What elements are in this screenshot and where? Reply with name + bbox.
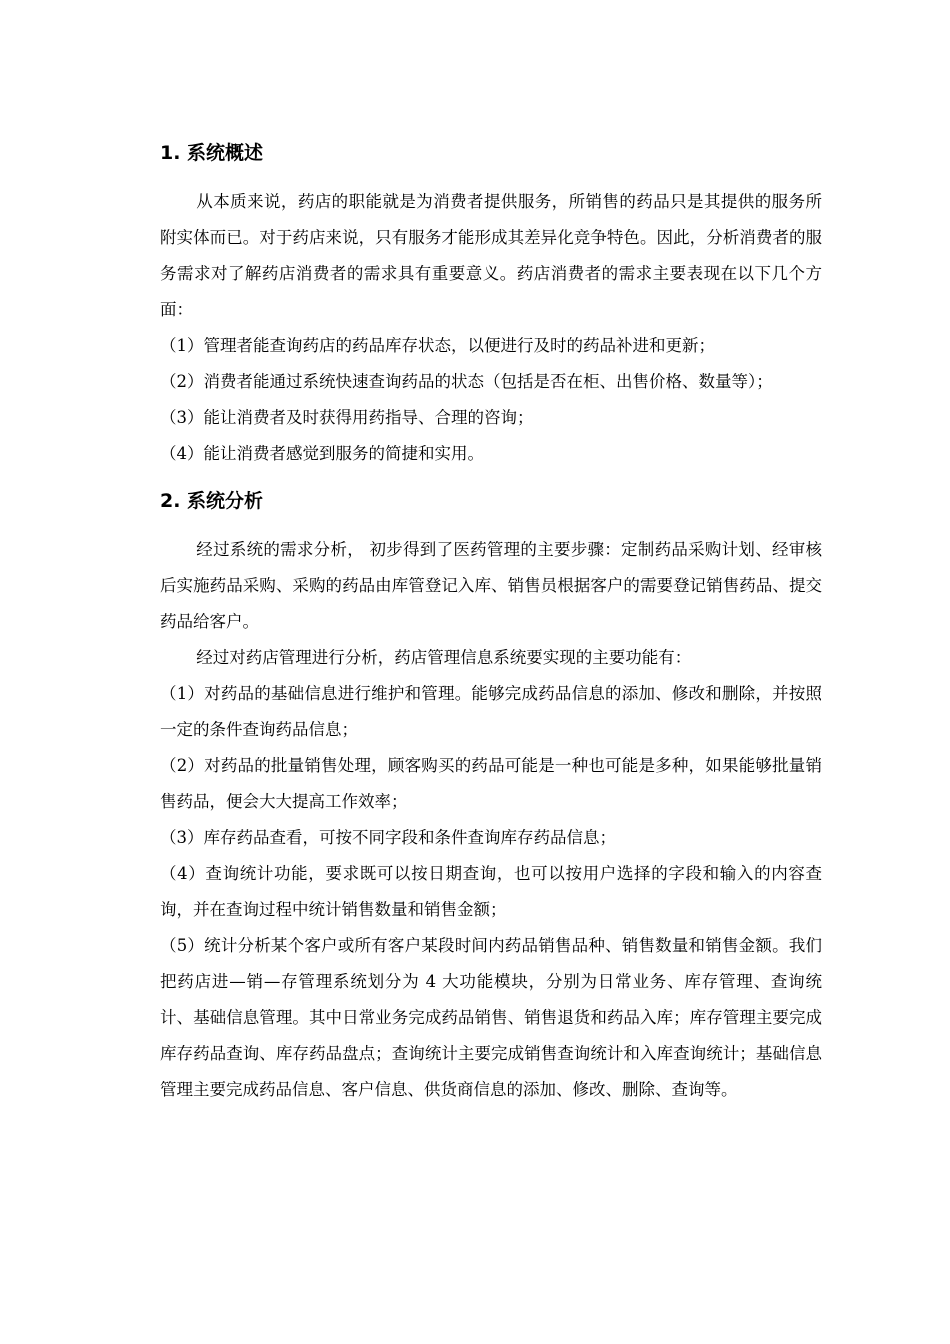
analysis-list-item-3: （3）库存药品查看，可按不同字段和条件查询库存药品信息； [160, 828, 616, 847]
overview-intro-paragraph: 从本质来说，药店的职能就是为消费者提供服务，所销售的药品只是其提供的服务所附实体而已。对于药店来说，只有服务才能形成其差异化竞争特色。因此，分析消费者的服务需求对了解药店消费者的需求具有重要意义。药店消费者的需求主要表现在以下几个方面： [160, 192, 822, 319]
analysis-list-item-5: （5）统计分析某个客户或所有客户某段时间内药品销售品种、销售数量和销售金额。我们把药店进—销—存管理系统划分为 4 大功能模块，分别为日常业务、库存管理、查询统计、基础信息管理。其中日常业务完成药品销售、销售退货和药品入库；库存管理主要完成库存药品查询、库存药品盘点；查询统计主要完成销售查询统计和入库查询统计；基础信息管理主要完成药品信息、客户信息、供货商信息的添加、修改、删除、查询等。 [160, 936, 822, 1099]
document-body [160, 130, 822, 1108]
analysis-list-item-1: （1）对药品的基础信息进行维护和管理。能够完成药品信息的添加、修改和删除，并按照一定的条件查询药品信息； [160, 684, 822, 739]
overview-list-item-4: （4）能让消费者感觉到服务的简捷和实用。 [160, 444, 484, 463]
analysis-functions-intro: 经过对药店管理进行分析，药店管理信息系统要实现的主要功能有： [196, 648, 692, 667]
analysis-list-item-4: （4）查询统计功能，要求既可以按日期查询，也可以按用户选择的字段和输入的内容查询，并在查询过程中统计销售数量和销售金额； [160, 864, 822, 919]
section-heading-overview: 1. 系统概述 [160, 142, 264, 164]
overview-list-item-3: （3）能让消费者及时获得用药指导、合理的咨询； [160, 408, 534, 427]
overview-list-item-2: （2）消费者能通过系统快速查询药品的状态（包括是否在柜、出售价格、数量等）； [160, 372, 773, 391]
section-heading-analysis: 2. 系统分析 [160, 490, 264, 512]
analysis-list-item-2: （2）对药品的批量销售处理，顾客购买的药品可能是一种也可能是多种，如果能够批量销售药品，便会大大提高工作效率； [160, 756, 822, 811]
analysis-steps-paragraph: 经过系统的需求分析， 初步得到了医药管理的主要步骤：定制药品采购计划、经审核后实施药品采购、采购的药品由库管登记入库、销售员根据客户的需要登记销售药品、提交药品给客户。 [160, 540, 822, 631]
overview-list-item-1: （1）管理者能查询药店的药品库存状态，以便进行及时的药品补进和更新； [160, 336, 715, 355]
